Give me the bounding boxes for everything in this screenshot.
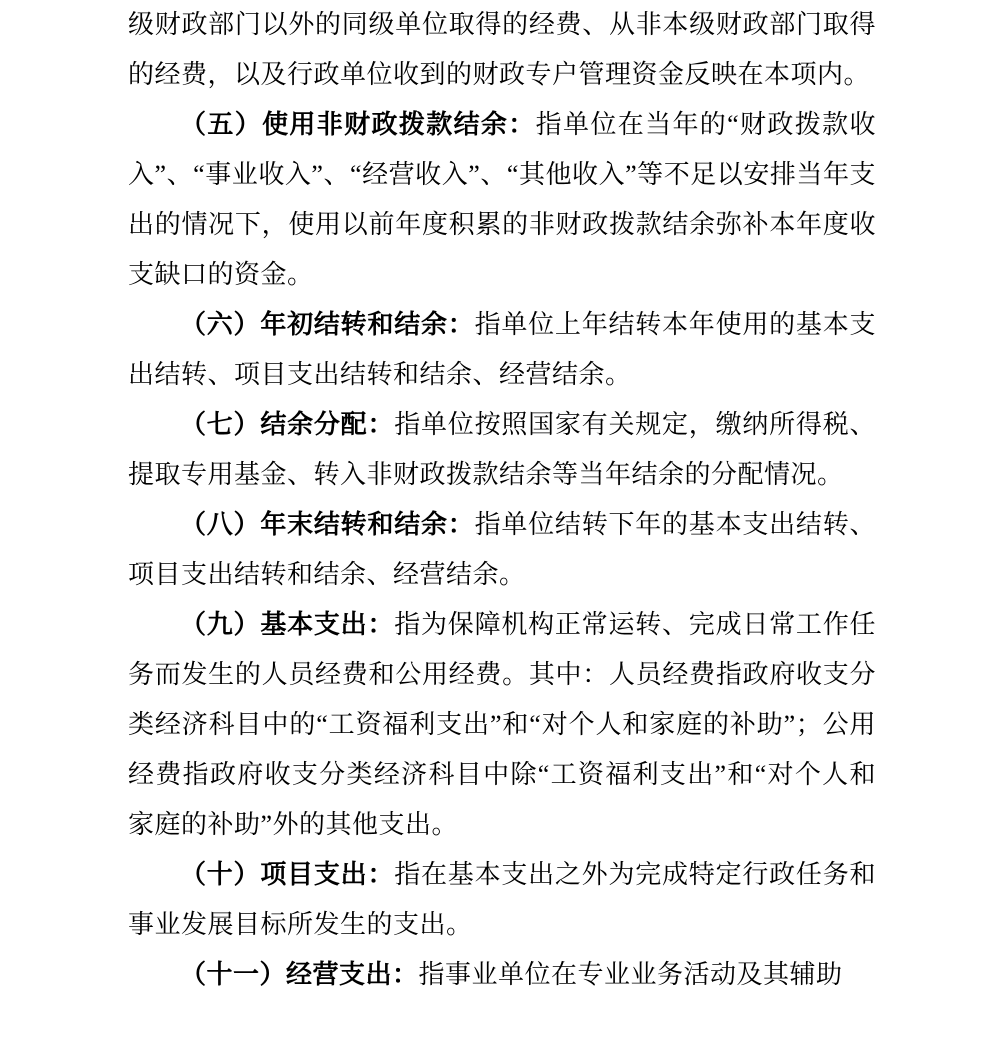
paragraph-item-9 bbox=[128, 600, 876, 850]
paragraph-item-5 bbox=[128, 100, 876, 300]
term-definition: 指单位上年结转本年使用的基本支出结转、项目支出结转和结余、经营结余。 bbox=[128, 310, 876, 389]
term-heading: （五）使用非财政拨款结余： bbox=[180, 110, 536, 139]
paragraph-item-7 bbox=[128, 400, 876, 500]
term-heading: （十）项目支出： bbox=[180, 860, 395, 889]
paragraph-item-11 bbox=[128, 950, 876, 1000]
term-heading: （六）年初结转和结余： bbox=[180, 310, 475, 339]
paragraph-item-10 bbox=[128, 850, 876, 950]
term-heading: （七）结余分配： bbox=[180, 410, 395, 439]
term-definition: 指为保障机构正常运转、完成日常工作任务而发生的人员经费和公用经费。其中：人员经费指政府收支分类经济科目中的“工资福利支出”和“对个人和家庭的补助”；公用经费指政府收支分类经济科目中除“工资福利支出”和“对个人和家庭的补助”外的其他支出。 bbox=[128, 610, 876, 839]
term-definition: 指在基本支出之外为完成特定行政任务和事业发展目标所发生的支出。 bbox=[128, 860, 876, 939]
paragraph-item-6 bbox=[128, 300, 876, 400]
term-heading: （十一）经营支出： bbox=[180, 960, 419, 989]
paragraph-item-8 bbox=[128, 500, 876, 600]
term-definition: 指事业单位在专业业务活动及其辅助 bbox=[418, 960, 843, 989]
term-heading: （八）年末结转和结余： bbox=[180, 510, 475, 539]
term-definition: 指单位在当年的“财政拨款收入”、“事业收入”、“经营收入”、“其他收入”等不足以安排当年支出的情况下，使用以前年度积累的非财政拨款结余弥补本年度收支缺口的资金。 bbox=[128, 110, 876, 289]
term-definition: 指单位按照国家有关规定，缴纳所得税、提取专用基金、转入非财政拨款结余等当年结余的分配情况。 bbox=[128, 410, 876, 489]
term-definition: 级财政部门以外的同级单位取得的经费、从非本级财政部门取得的经费，以及行政单位收到的财政专户管理资金反映在本项内。 bbox=[128, 10, 876, 89]
term-heading: （九）基本支出： bbox=[180, 610, 395, 639]
term-definition: 指单位结转下年的基本支出结转、项目支出结转和结余、经营结余。 bbox=[128, 510, 876, 589]
paragraph-continuation bbox=[128, 0, 876, 100]
